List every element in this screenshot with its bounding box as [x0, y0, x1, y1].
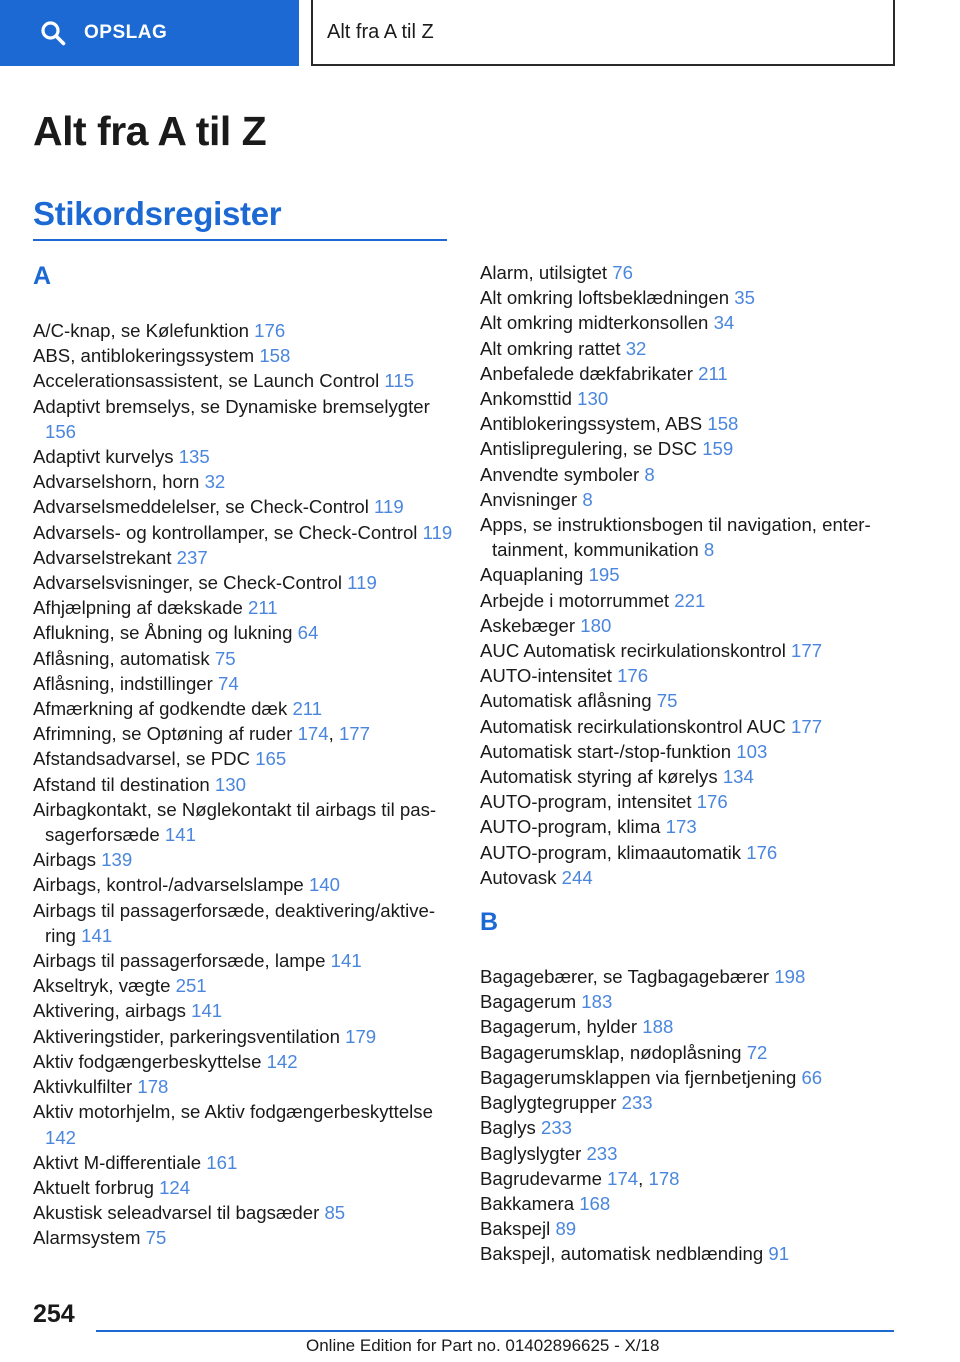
index-entry [480, 688, 900, 713]
index-entry [480, 714, 900, 739]
index-entry-text: AUC Automatisk recirkulationskontrol [480, 640, 792, 662]
index-entry-text: Airbags [33, 849, 102, 871]
index-entry-text: Baglys [480, 1117, 541, 1139]
page-reference-link[interactable]: 177 [791, 640, 823, 662]
index-entry [33, 671, 453, 696]
page-header [0, 0, 960, 66]
index-column-right [480, 260, 900, 1267]
index-letter-heading: A [33, 262, 52, 290]
index-entry-text: Advarselsvisninger, se Check-Control [33, 572, 348, 594]
page-reference-link[interactable]: 134 [722, 766, 754, 788]
page-reference-link[interactable]: 139 [101, 849, 133, 871]
index-entry-text: Afmærkning af godkendte dæk [33, 698, 293, 720]
page-reference-link[interactable]: 142 [266, 1050, 298, 1072]
page-reference-link[interactable]: 177 [791, 715, 823, 737]
index-entry-text: Baglyslygter [480, 1142, 587, 1164]
page-reference-link[interactable]: 173 [665, 816, 697, 838]
index-entry [33, 570, 453, 595]
page-reference-link[interactable]: 178 [137, 1076, 169, 1098]
index-entry-text: Antislipregulering, se DSC [480, 438, 703, 460]
index-entry [33, 394, 453, 444]
index-entry [480, 436, 900, 461]
index-entry [480, 1014, 900, 1039]
index-entry-text: Bagagerum [480, 991, 582, 1013]
index-entry [480, 1191, 900, 1216]
page-reference-link[interactable]: 168 [579, 1192, 611, 1214]
page-reference-link[interactable]: 174 [607, 1167, 639, 1189]
page-reference-link[interactable]: 35 [734, 287, 755, 309]
index-entry [33, 721, 453, 746]
index-entry [33, 696, 453, 721]
index-entry-text: Airbagkontakt, se Nøglekontakt til airbags til passagerforsæde [33, 798, 437, 846]
index-entry-text: Baglygtegrupper [480, 1092, 622, 1114]
index-entry [480, 638, 900, 663]
page-reference-link[interactable]: 103 [736, 740, 768, 762]
index-entry [33, 872, 453, 897]
page-reference-link[interactable]: 211 [698, 362, 728, 384]
page-reference-link[interactable]: 156 [45, 420, 77, 442]
index-entry [33, 520, 453, 545]
index-entry [33, 948, 453, 973]
page-reference-link[interactable]: 161 [206, 1151, 238, 1173]
index-entry-text: Aflåsning, indstillinger [33, 672, 219, 694]
page-reference-link[interactable]: 64 [297, 622, 319, 644]
page-reference-link[interactable]: 76 [612, 262, 633, 283]
index-entry-text: A/C-knap, se Kølefunktion [33, 320, 255, 341]
page-reference-link[interactable]: 141 [330, 950, 362, 972]
index-entry-text: Alt omkring midterkonsollen [480, 312, 714, 334]
index-entry [33, 595, 453, 620]
page-reference-link[interactable]: 141 [164, 824, 196, 846]
index-entry-text: Bakkamera [480, 1192, 580, 1214]
index-entry-text: ABS, antiblokeringssystem [33, 345, 260, 367]
index-entry [33, 973, 453, 998]
page-reference-link[interactable]: 141 [191, 1000, 223, 1022]
spacer [33, 292, 453, 318]
page-separator: , [638, 1167, 649, 1189]
page-reference-link[interactable]: 174 [297, 723, 329, 745]
index-entry-text: Anbefalede dækfabrikater [480, 362, 699, 384]
index-entry [480, 588, 900, 613]
page-separator: , [328, 723, 339, 745]
index-entry-text: Afhjælpning af dækskade [33, 597, 248, 619]
page-reference-link[interactable]: 119 [422, 521, 453, 543]
index-entry-text: Automatisk start-/stop-funktion [480, 740, 737, 762]
page-reference-link[interactable]: 8 [582, 488, 593, 510]
index-entry [480, 663, 900, 688]
index-entry-text: Advarsels- og kontrollamper, se Check-Control [33, 521, 423, 543]
index-entry-text: Akustisk seleadvarsel til bagsæder [33, 1202, 325, 1224]
page-reference-link[interactable]: 32 [625, 337, 647, 359]
page-reference-link[interactable]: 135 [178, 446, 210, 468]
footer-divider [96, 1330, 894, 1332]
index-entry [33, 847, 453, 872]
page-reference-link[interactable]: 140 [308, 874, 340, 896]
index-entry-text: Alarm, utilsigtet [480, 262, 613, 283]
page-reference-link[interactable]: 165 [255, 748, 287, 770]
page-reference-link[interactable]: 176 [617, 665, 649, 687]
index-entry [480, 739, 900, 764]
index-entry [33, 772, 453, 797]
index-entry [33, 368, 453, 393]
index-entry [480, 964, 900, 989]
index-entry [33, 1175, 453, 1200]
index-entry-text: Alt omkring rattet [480, 337, 626, 359]
index-entry [480, 789, 900, 814]
page-reference-link[interactable]: 8 [703, 539, 715, 561]
index-entry-text: Automatisk aflåsning [480, 690, 657, 712]
page-reference-link[interactable]: 66 [801, 1066, 823, 1088]
index-entry [33, 1024, 453, 1049]
index-entry [480, 462, 900, 487]
index-entry-text: AUTO-program, klimaautomatik [480, 841, 747, 863]
index-entry-text: Afstand til destination [33, 773, 215, 795]
page-reference-link[interactable]: 211 [248, 597, 278, 619]
index-entry-text: Aflukning, se Åbning og lukning [33, 622, 298, 644]
index-entry [480, 613, 900, 638]
index-entry-text: AUTO-program, intensitet [480, 791, 697, 813]
index-entry [480, 865, 900, 890]
spacer [480, 938, 900, 964]
index-entry [33, 1074, 453, 1099]
index-entry [33, 469, 453, 494]
index-entry [480, 1166, 900, 1191]
page-reference-link[interactable]: 159 [702, 438, 734, 460]
index-entry [480, 764, 900, 789]
page-reference-link[interactable]: 176 [746, 841, 778, 863]
page-reference-link[interactable]: 233 [540, 1117, 573, 1139]
index-entry [33, 746, 453, 771]
page-reference-link[interactable]: 176 [696, 791, 728, 813]
page-title: Alt fra A til Z [33, 108, 267, 154]
page-reference-link[interactable]: 141 [81, 924, 113, 946]
index-column-left [33, 260, 453, 1251]
search-icon [40, 20, 66, 46]
index-entry-text: Automatisk styring af kørelys [480, 766, 723, 788]
index-entry [33, 1099, 453, 1149]
page-reference-link[interactable]: 251 [175, 975, 207, 997]
index-entry-text: Aktivering, airbags [33, 1000, 192, 1022]
index-entry [33, 1200, 453, 1225]
index-entry [480, 562, 900, 587]
index-entry-text: Anvisninger [480, 488, 583, 510]
index-entry [480, 814, 900, 839]
page-reference-link[interactable]: 115 [384, 370, 415, 392]
index-entry-text: Aflåsning, automatisk [33, 647, 215, 669]
index-entry-text: Alarmsystem [33, 1227, 146, 1249]
index-entry [33, 318, 453, 343]
index-entry-text: Aktiveringstider, parkeringsventilation [33, 1025, 346, 1047]
section-tab[interactable]: Alt fra A til Z [311, 0, 895, 66]
page-reference-link[interactable]: 34 [713, 312, 735, 334]
index-entry [480, 989, 900, 1014]
edition-text: Online Edition for Part no. 01402896625 - X/18 [306, 1336, 660, 1355]
index-entry-text: Advarselsmeddelelser, se Check-Control [33, 496, 375, 518]
page-reference-link[interactable]: 176 [254, 320, 286, 341]
index-entry [480, 1090, 900, 1115]
index-entry [33, 343, 453, 368]
index-entry [480, 512, 900, 562]
page-reference-link[interactable]: 32 [204, 471, 226, 493]
index-entry [33, 620, 453, 645]
page-reference-link[interactable]: 119 [347, 572, 377, 594]
index-entry-text: Advarselshorn, horn [33, 471, 205, 493]
index-entry-text: Afstandsadvarsel, se PDC [33, 748, 256, 770]
index-entry-text: Alt omkring loftsbeklædningen [480, 287, 735, 309]
index-entry-text: Afrimning, se Optøning af ruder [33, 723, 298, 745]
index-entry-text: Bagagerum, hylder [480, 1016, 643, 1038]
index-entry-text: Airbags, kontrol-/advarselslampe [33, 874, 309, 896]
search-tab-label: OPSLAG [84, 22, 168, 43]
index-entry-text: Adaptivt bremselys, se Dynamiske bremselygter [33, 395, 430, 417]
page-reference-link[interactable]: 85 [324, 1202, 346, 1224]
page-number: 254 [33, 1300, 75, 1328]
index-entry-text: Advarselstrekant [33, 546, 177, 568]
index-entry [33, 494, 453, 519]
index-entry [33, 898, 453, 948]
index-entry-text: Adaptivt kurvelys [33, 446, 179, 468]
index-entry-text: Aktiv fodgængerbeskyttelse [33, 1050, 267, 1072]
section-divider [33, 239, 447, 241]
index-entry [33, 1150, 453, 1175]
page-reference-link[interactable]: 178 [648, 1167, 680, 1189]
page-reference-link[interactable]: 233 [621, 1092, 653, 1114]
page-reference-link[interactable]: 130 [214, 773, 246, 795]
page-reference-link[interactable]: 198 [774, 966, 806, 988]
index-entry-text: Aquaplaning [480, 564, 589, 586]
index-entry [480, 1241, 900, 1266]
index-entry-text: Airbags til passagerforsæde, lampe [33, 950, 331, 972]
index-entry [480, 336, 900, 361]
index-entry-text: Aktiv motorhjelm, se Aktiv fodgængerbeskyttelse [33, 1101, 433, 1123]
index-entry-text: Bagagebærer, se Tagbagagebærer [480, 966, 775, 988]
page-reference-link[interactable]: 180 [580, 614, 612, 636]
page-reference-link[interactable]: 221 [674, 589, 706, 611]
index-entry-text: Bakspejl [480, 1218, 556, 1240]
index-entry-text: Aktivkulfilter [33, 1076, 138, 1098]
index-entry-text: Accelerationsassistent, se Launch Control [33, 370, 385, 392]
index-entry-text: Apps, se instruktionsbogen til navigation, entertainment, kommunikation [480, 514, 871, 561]
index-entry [480, 1065, 900, 1090]
index-entry [33, 998, 453, 1023]
page-reference-link[interactable]: 158 [707, 413, 739, 435]
page-reference-link[interactable]: 89 [555, 1218, 577, 1240]
index-entry-text: Automatisk recirkulationskontrol AUC [480, 715, 792, 737]
index-entry-text: Bagagerumsklap, nødoplåsning [480, 1041, 747, 1063]
index-entry [480, 1141, 900, 1166]
index-entry-text: AUTO-program, klima [480, 816, 666, 838]
index-entry [33, 1225, 453, 1250]
page-reference-link[interactable]: 244 [561, 866, 593, 888]
index-entry-text: Anvendte symboler [480, 463, 645, 485]
page-reference-link[interactable]: 124 [159, 1176, 191, 1198]
index-entry-text: Autovask [480, 866, 562, 888]
index-entry [480, 1216, 900, 1241]
page-reference-link[interactable]: 211 [292, 698, 323, 720]
index-entry-text: Arbejde i motorrummet [480, 589, 675, 611]
index-entry [480, 1040, 900, 1065]
index-entry [33, 444, 453, 469]
page-reference-link[interactable]: 75 [656, 690, 678, 712]
search-tab[interactable] [0, 0, 299, 66]
index-entry-text: Askebæger [480, 614, 581, 636]
spacer [480, 890, 900, 906]
index-entry-text: Aktivt M-differentiale [33, 1151, 207, 1173]
index-entry-text: Bagagerumsklappen via fjernbetjening [480, 1066, 802, 1088]
page-reference-link[interactable]: 183 [581, 991, 613, 1013]
index-entry [480, 310, 900, 335]
index-entry-text: Aktuelt forbrug [33, 1176, 160, 1198]
index-entry [33, 1049, 453, 1074]
page-reference-link[interactable]: 72 [746, 1041, 768, 1063]
page-reference-link[interactable]: 177 [338, 723, 370, 745]
page-reference-link[interactable]: 91 [768, 1243, 790, 1265]
index-entry-text: Bakspejl, automatisk nedblænding [480, 1243, 769, 1265]
index-entry-text: Bagrudevarme [480, 1167, 608, 1189]
index-entry [480, 487, 900, 512]
index-entry-text: AUTO-intensitet [480, 665, 618, 687]
page-reference-link[interactable]: 142 [45, 1126, 77, 1148]
page-reference-link[interactable]: 188 [642, 1016, 674, 1038]
page-reference-link[interactable]: 75 [145, 1227, 167, 1249]
index-entry [33, 545, 453, 570]
page-reference-link[interactable]: 233 [586, 1142, 618, 1164]
index-entry-text: Ankomsttid [480, 388, 578, 410]
index-entry [480, 840, 900, 865]
page-reference-link[interactable]: 130 [577, 388, 609, 410]
page-reference-link[interactable]: 8 [644, 463, 655, 485]
index-entry [480, 260, 900, 285]
page-reference-link[interactable]: 74 [218, 672, 239, 694]
page-reference-link[interactable]: 195 [588, 564, 620, 586]
index-entry [480, 285, 900, 310]
section-title: Stikordsregister [33, 195, 282, 232]
index-entry [480, 1115, 900, 1140]
page-reference-link[interactable]: 75 [214, 647, 236, 669]
index-entry-text: Akseltryk, vægte [33, 975, 176, 997]
index-entry [33, 797, 453, 847]
page-reference-link[interactable]: 119 [374, 496, 404, 518]
page-reference-link[interactable]: 158 [259, 345, 291, 367]
index-entry-text: Airbags til passagerforsæde, deaktivering/aktivering [33, 899, 436, 946]
page-reference-link[interactable]: 237 [176, 546, 208, 568]
index-entry [480, 361, 900, 386]
index-entry-text: Antiblokeringssystem, ABS [480, 413, 708, 435]
index-entry [33, 646, 453, 671]
page-reference-link[interactable]: 179 [345, 1025, 377, 1047]
index-entry [480, 411, 900, 436]
index-entry [480, 386, 900, 411]
index-letter-heading: B [480, 908, 499, 937]
